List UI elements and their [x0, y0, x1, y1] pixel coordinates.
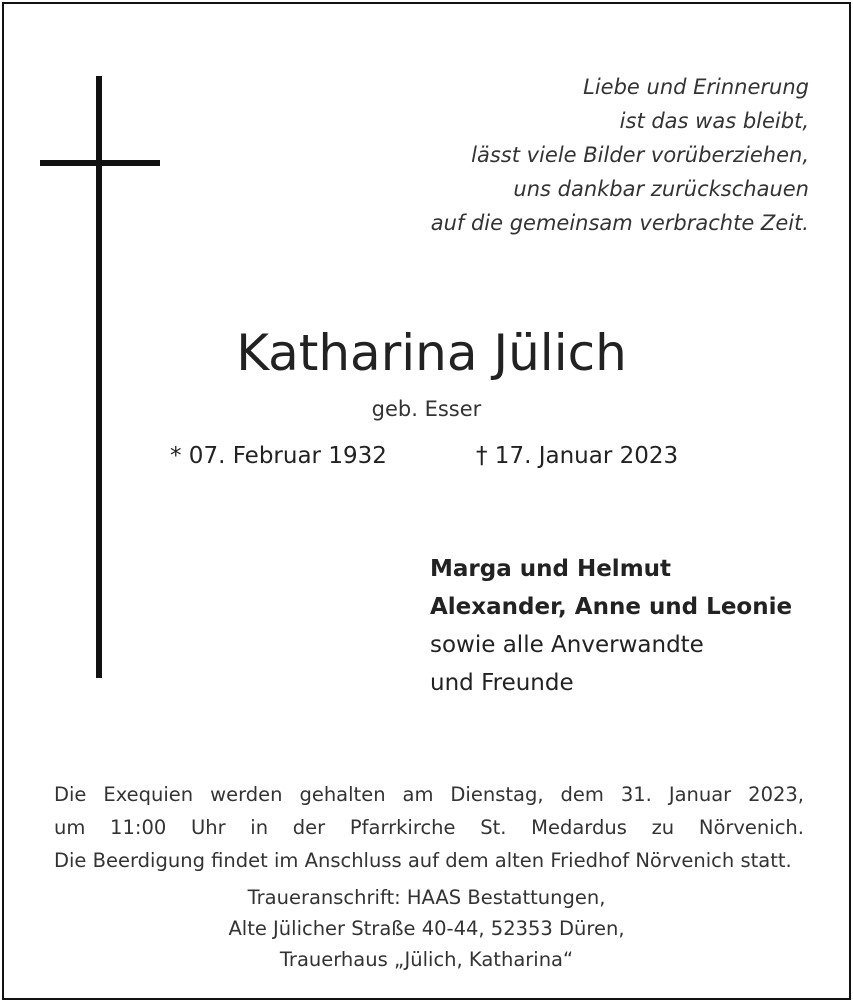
poem-line: auf die gemeinsam verbrachte Zeit. [430, 211, 809, 235]
notice-line-text: um 11:00 Uhr in der Pfarrkirche St. Medardus zu Nörvenich. [54, 816, 804, 839]
notice-line [54, 811, 804, 844]
poem-line: uns dankbar zurückschauen [513, 177, 809, 201]
mourners-list [430, 550, 792, 702]
deceased-name: Katharina Jülich [236, 324, 627, 382]
poem-line: Liebe und Erinnerung [583, 75, 809, 99]
address-line: Traueranschrift: HAAS Bestattungen, [247, 886, 606, 909]
funeral-notice [54, 778, 804, 877]
poem-line: lässt viele Bilder vorüberziehen, [471, 143, 809, 167]
mourner-line: Marga und Helmut [430, 556, 672, 582]
address-line: Alte Jülicher Straße 40-44, 52353 Düren, [228, 917, 625, 940]
birth-date: * 07. Februar 1932 [170, 443, 387, 469]
poem-line: ist das was bleibt, [619, 109, 809, 133]
death-date: † 17. Januar 2023 [476, 443, 679, 469]
cross-icon-horizontal-bar [40, 160, 160, 166]
notice-line: Die Beerdigung findet im Anschluss auf dem alten Friedhof Nörvenich statt. [54, 849, 792, 872]
notice-line [54, 778, 804, 811]
mourning-address [0, 882, 853, 975]
maiden-name: geb. Esser [371, 397, 482, 421]
mourner-line: Alexander, Anne und Leonie [430, 594, 793, 620]
mourner-line: und Freunde [430, 670, 574, 696]
mourner-line: sowie alle Anverwandte [430, 632, 704, 658]
poem [309, 70, 809, 240]
address-line: Trauerhaus „Jülich, Katharina“ [279, 948, 574, 971]
notice-line-text: Die Exequien werden gehalten am Dienstag, dem 31. Januar 2023, [54, 783, 804, 806]
